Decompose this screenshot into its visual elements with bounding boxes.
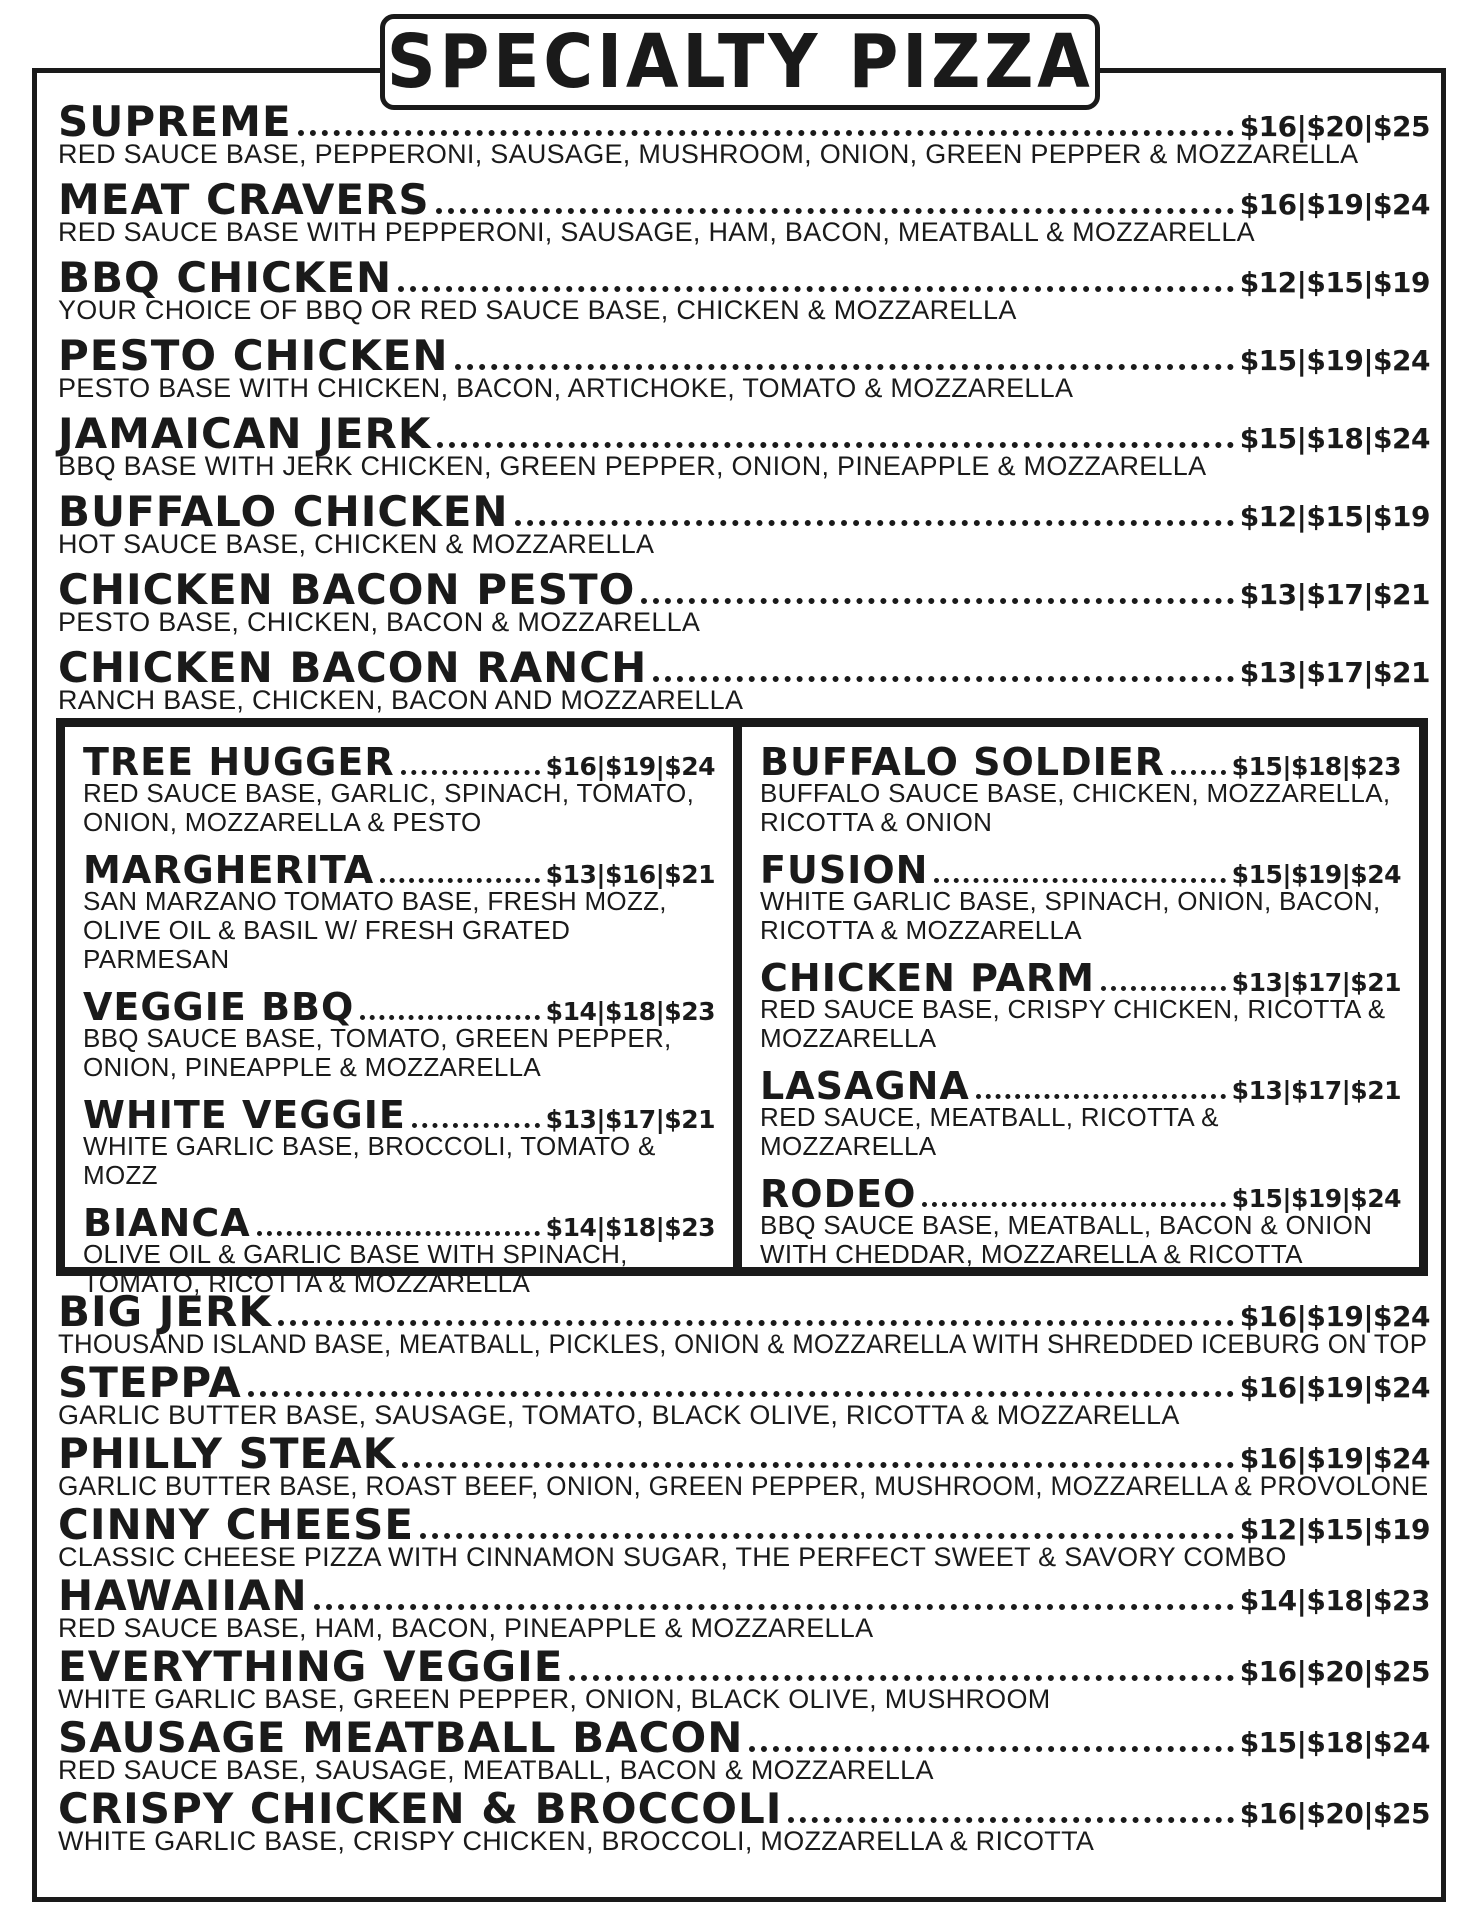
menu-item-description: RANCH BASE, CHICKEN, BACON AND MOZZARELLA — [58, 685, 744, 715]
menu-item-price: $14|$18|$23 — [545, 1213, 715, 1242]
menu-item — [760, 1065, 1401, 1161]
menu-item-header — [83, 849, 715, 891]
menu-item-name: CHICKEN PARM — [760, 956, 1095, 1000]
menu-item-description: RED SAUCE BASE WITH PEPPERONI, SAUSAGE, HAM, BACON, MEATBALL & MOZZARELLA — [58, 217, 1255, 247]
dot-leader — [412, 1123, 540, 1128]
dot-leader — [257, 1231, 540, 1236]
menu-item-description: THOUSAND ISLAND BASE, MEATBALL, PICKLES, ONION & MOZZARELLA WITH SHREDDED ICEBURG ON TOP — [58, 1329, 1428, 1359]
menu-item-price: $15|$18|$24 — [1239, 1726, 1430, 1759]
menu-item-price: $14|$18|$23 — [545, 997, 715, 1026]
dot-leader — [934, 878, 1225, 883]
dot-leader — [436, 208, 1234, 214]
menu-item-description: WHITE GARLIC BASE, SPINACH, ONION, BACON, RICOTTA & MOZZARELLA — [760, 886, 1381, 945]
menu-item-header — [58, 643, 1430, 692]
menu-item-name: PESTO CHICKEN — [58, 331, 449, 380]
menu-item-price: $15|$19|$24 — [1231, 860, 1401, 889]
menu-item-price: $16|$20|$25 — [1239, 1655, 1430, 1688]
menu-item-name: WHITE VEGGIE — [83, 1093, 406, 1137]
dot-leader — [653, 676, 1233, 682]
menu-item-header — [760, 741, 1401, 783]
menu-item-price: $12|$15|$19 — [1239, 266, 1430, 299]
menu-item-description: YOUR CHOICE OF BBQ OR RED SAUCE BASE, CHICKEN & MOZZARELLA — [58, 295, 1017, 325]
menu-item-name: RODEO — [760, 1172, 917, 1216]
menu-item — [58, 643, 1430, 724]
menu-item-price: $13|$16|$21 — [545, 860, 715, 889]
menu-item-header — [58, 1642, 1430, 1691]
menu-item — [83, 986, 715, 1082]
menu-item — [83, 849, 715, 974]
menu-item-price: $16|$19|$24 — [1239, 1300, 1430, 1333]
menu-item — [58, 253, 1430, 334]
menu-item — [58, 97, 1430, 178]
menu-item-header — [58, 1429, 1430, 1478]
menu-item-price: $15|$19|$24 — [1239, 344, 1430, 377]
menu-item — [58, 1571, 1430, 1645]
menu-item-header — [83, 986, 715, 1028]
menu-item-header — [58, 1571, 1430, 1620]
menu-item-price: $13|$17|$21 — [1231, 968, 1401, 997]
menu-item-price: $15|$18|$23 — [1231, 752, 1401, 781]
menu-item-description: SAN MARZANO TOMATO BASE, FRESH MOZZ, OLIVE OIL & BASIL W/ FRESH GRATED PARMESAN — [83, 886, 667, 974]
menu-item-description: WHITE GARLIC BASE, CRISPY CHICKEN, BROCCOLI, MOZZARELLA & RICOTTA — [58, 1826, 1095, 1856]
menu-item-description: WHITE GARLIC BASE, GREEN PEPPER, ONION, BLACK OLIVE, MUSHROOM — [58, 1684, 1051, 1714]
dot-leader — [1101, 986, 1226, 991]
menu-item-header — [58, 1713, 1430, 1762]
menu-item — [83, 1094, 715, 1190]
menu-item-price: $16|$19|$24 — [1239, 188, 1430, 221]
menu-item-description: RED SAUCE BASE, CRISPY CHICKEN, RICOTTA & MOZZARELLA — [760, 994, 1386, 1053]
menu-item-description: BUFFALO SAUCE BASE, CHICKEN, MOZZARELLA, RICOTTA & ONION — [760, 778, 1391, 837]
menu-item — [760, 741, 1401, 837]
menu-item-description: GARLIC BUTTER BASE, SAUSAGE, TOMATO, BLACK OLIVE, RICOTTA & MOZZARELLA — [58, 1400, 1180, 1430]
dot-leader — [248, 1391, 1234, 1397]
menu-item — [83, 1202, 715, 1298]
dot-leader — [402, 1462, 1233, 1468]
menu-item — [58, 1500, 1430, 1574]
menu-item-description: WHITE GARLIC BASE, BROCCOLI, TOMATO & MOZZ — [83, 1131, 656, 1190]
dot-leader — [360, 1015, 539, 1020]
dot-leader — [401, 770, 540, 775]
menu-item-price: $12|$15|$19 — [1239, 500, 1430, 533]
menu-item-name: STEPPA — [58, 1358, 242, 1407]
dot-leader — [976, 1094, 1226, 1099]
menu-item-name: FUSION — [760, 848, 929, 892]
dot-leader — [569, 1675, 1233, 1681]
menu-item — [58, 1784, 1430, 1858]
dot-leader — [788, 1817, 1233, 1823]
menu-item-header — [58, 1287, 1430, 1336]
menu-item-name: CHICKEN BACON PESTO — [58, 565, 636, 614]
dot-leader — [455, 364, 1234, 370]
menu-item — [58, 1713, 1430, 1787]
menu-item-description: BBQ SAUCE BASE, TOMATO, GREEN PEPPER, ONION, PINEAPPLE & MOZZARELLA — [83, 1023, 672, 1082]
menu-item-description: RED SAUCE BASE, HAM, BACON, PINEAPPLE & MOZZARELLA — [58, 1613, 874, 1643]
menu-item-price: $16|$20|$25 — [1239, 110, 1430, 143]
menu-item-name: BIG JERK — [58, 1287, 272, 1336]
menu-item-name: VEGGIE BBQ — [83, 985, 355, 1029]
menu-item-description: RED SAUCE BASE, PEPPERONI, SAUSAGE, MUSHROOM, ONION, GREEN PEPPER & MOZZARELLA — [58, 139, 1359, 169]
menu-item-description: CLASSIC CHEESE PIZZA WITH CINNAMON SUGAR, THE PERFECT SWEET & SAVORY COMBO — [58, 1542, 1287, 1572]
menu-item-description: BBQ SAUCE BASE, MEATBALL, BACON & ONION WITH CHEDDAR, MOZZARELLA & RICOTTA — [760, 1210, 1373, 1269]
menu-item-header — [58, 253, 1430, 302]
menu-item — [760, 849, 1401, 945]
menu-item-description: BBQ BASE WITH JERK CHICKEN, GREEN PEPPER, ONION, PINEAPPLE & MOZZARELLA — [58, 451, 1207, 481]
menu-item-name: CRISPY CHICKEN & BROCCOLI — [58, 1784, 783, 1833]
menu-item-description: OLIVE OIL & GARLIC BASE WITH SPINACH, TOMATO, RICOTTA & MOZZARELLA — [83, 1239, 628, 1298]
menu-item-header — [760, 1065, 1401, 1107]
dot-leader — [420, 1533, 1234, 1539]
menu-item-header — [58, 1784, 1430, 1833]
menu-item-price: $15|$19|$24 — [1231, 1184, 1401, 1213]
menu-item-name: MEAT CRAVERS — [58, 175, 430, 224]
menu-item — [58, 565, 1430, 646]
menu-item — [58, 331, 1430, 412]
menu-item-name: LASAGNA — [760, 1064, 970, 1108]
dot-leader — [749, 1746, 1233, 1752]
menu-item-price: $16|$19|$24 — [1239, 1371, 1430, 1404]
menu-item-header — [83, 1094, 715, 1136]
menu-item-header — [83, 741, 715, 783]
dot-leader — [278, 1320, 1234, 1326]
menu-item-price: $16|$19|$24 — [1239, 1442, 1430, 1475]
menu-item-name: CINNY CHEESE — [58, 1500, 415, 1549]
page-title: SPECIALTY PIZZA — [386, 19, 1094, 105]
menu-item-description: GARLIC BUTTER BASE, ROAST BEEF, ONION, GREEN PEPPER, MUSHROOM, MOZZARELLA & PROVOLONE — [58, 1471, 1429, 1501]
menu-item-price: $15|$18|$24 — [1239, 422, 1430, 455]
menu-item-price: $13|$17|$21 — [1239, 578, 1430, 611]
menu-item-header — [58, 487, 1430, 536]
dot-leader — [437, 442, 1233, 448]
menu-item-header — [58, 409, 1430, 458]
menu-item-name: PHILLY STEAK — [58, 1429, 397, 1478]
menu-item — [760, 1173, 1401, 1269]
menu-item-description: RED SAUCE, MEATBALL, RICOTTA & MOZZARELLA — [760, 1102, 1219, 1161]
menu-item-header — [58, 175, 1430, 224]
menu-item-name: BIANCA — [83, 1201, 251, 1245]
menu-item-price: $14|$18|$23 — [1239, 1584, 1430, 1617]
menu-item-header — [58, 565, 1430, 614]
menu-item-name: SAUSAGE MEATBALL BACON — [58, 1713, 744, 1762]
featured-right-column — [742, 727, 1419, 1267]
menu-item-name: BUFFALO SOLDIER — [760, 740, 1165, 784]
menu-item-header — [58, 1358, 1430, 1407]
featured-box — [56, 718, 1428, 1298]
featured-left-column — [65, 727, 742, 1298]
dot-leader — [922, 1202, 1225, 1207]
menu-item-price: $13|$17|$21 — [545, 1105, 715, 1134]
menu-item — [58, 1642, 1430, 1716]
menu-item-price: $16|$20|$25 — [1239, 1797, 1430, 1830]
menu-item — [760, 957, 1401, 1053]
bottom-menu-section — [58, 1287, 1430, 1858]
menu-item-header — [760, 849, 1401, 891]
menu-item-name: HAWAIIAN — [58, 1571, 308, 1620]
dot-leader — [515, 520, 1234, 526]
menu-item-price: $16|$19|$24 — [545, 752, 715, 781]
menu-item-header — [58, 331, 1430, 380]
menu-item — [58, 1429, 1430, 1503]
menu-item — [58, 1358, 1430, 1432]
menu-item-description: HOT SAUCE BASE, CHICKEN & MOZZARELLA — [58, 529, 655, 559]
menu-item-description: RED SAUCE BASE, GARLIC, SPINACH, TOMATO, ONION, MOZZARELLA & PESTO — [83, 778, 695, 837]
menu-item-header — [83, 1202, 715, 1244]
menu-item-price: $13|$17|$21 — [1231, 1076, 1401, 1105]
menu-item-name: EVERYTHING VEGGIE — [58, 1642, 564, 1691]
menu-item-name: SUPREME — [58, 97, 292, 146]
dot-leader — [298, 130, 1234, 136]
menu-item — [58, 409, 1430, 490]
menu-item-name: BUFFALO CHICKEN — [58, 487, 509, 536]
menu-item — [58, 175, 1430, 256]
menu-item-description: PESTO BASE, CHICKEN, BACON & MOZZARELLA — [58, 607, 701, 637]
menu-item-name: CHICKEN BACON RANCH — [58, 643, 648, 692]
menu-item-price: $13|$17|$21 — [1239, 656, 1430, 689]
menu-item-header — [58, 1500, 1430, 1549]
dot-leader — [380, 878, 539, 883]
menu-item-name: BBQ CHICKEN — [58, 253, 393, 302]
menu-item — [58, 1287, 1430, 1361]
menu-item-header — [760, 957, 1401, 999]
menu-item-name: MARGHERITA — [83, 848, 375, 892]
menu-item — [83, 741, 715, 837]
menu-item-description: RED SAUCE BASE, SAUSAGE, MEATBALL, BACON & MOZZARELLA — [58, 1755, 934, 1785]
menu-item — [58, 487, 1430, 568]
menu-item-price: $12|$15|$19 — [1239, 1513, 1430, 1546]
menu-item-name: TREE HUGGER — [83, 740, 395, 784]
menu-item-header — [760, 1173, 1401, 1215]
menu-item-name: JAMAICAN JERK — [58, 409, 432, 458]
dot-leader — [1171, 770, 1226, 775]
dot-leader — [641, 598, 1233, 604]
top-menu-section — [58, 97, 1430, 724]
dot-leader — [398, 286, 1234, 292]
dot-leader — [314, 1604, 1234, 1610]
menu-item-description: PESTO BASE WITH CHICKEN, BACON, ARTICHOKE, TOMATO & MOZZARELLA — [58, 373, 1074, 403]
title-banner — [380, 14, 1100, 110]
